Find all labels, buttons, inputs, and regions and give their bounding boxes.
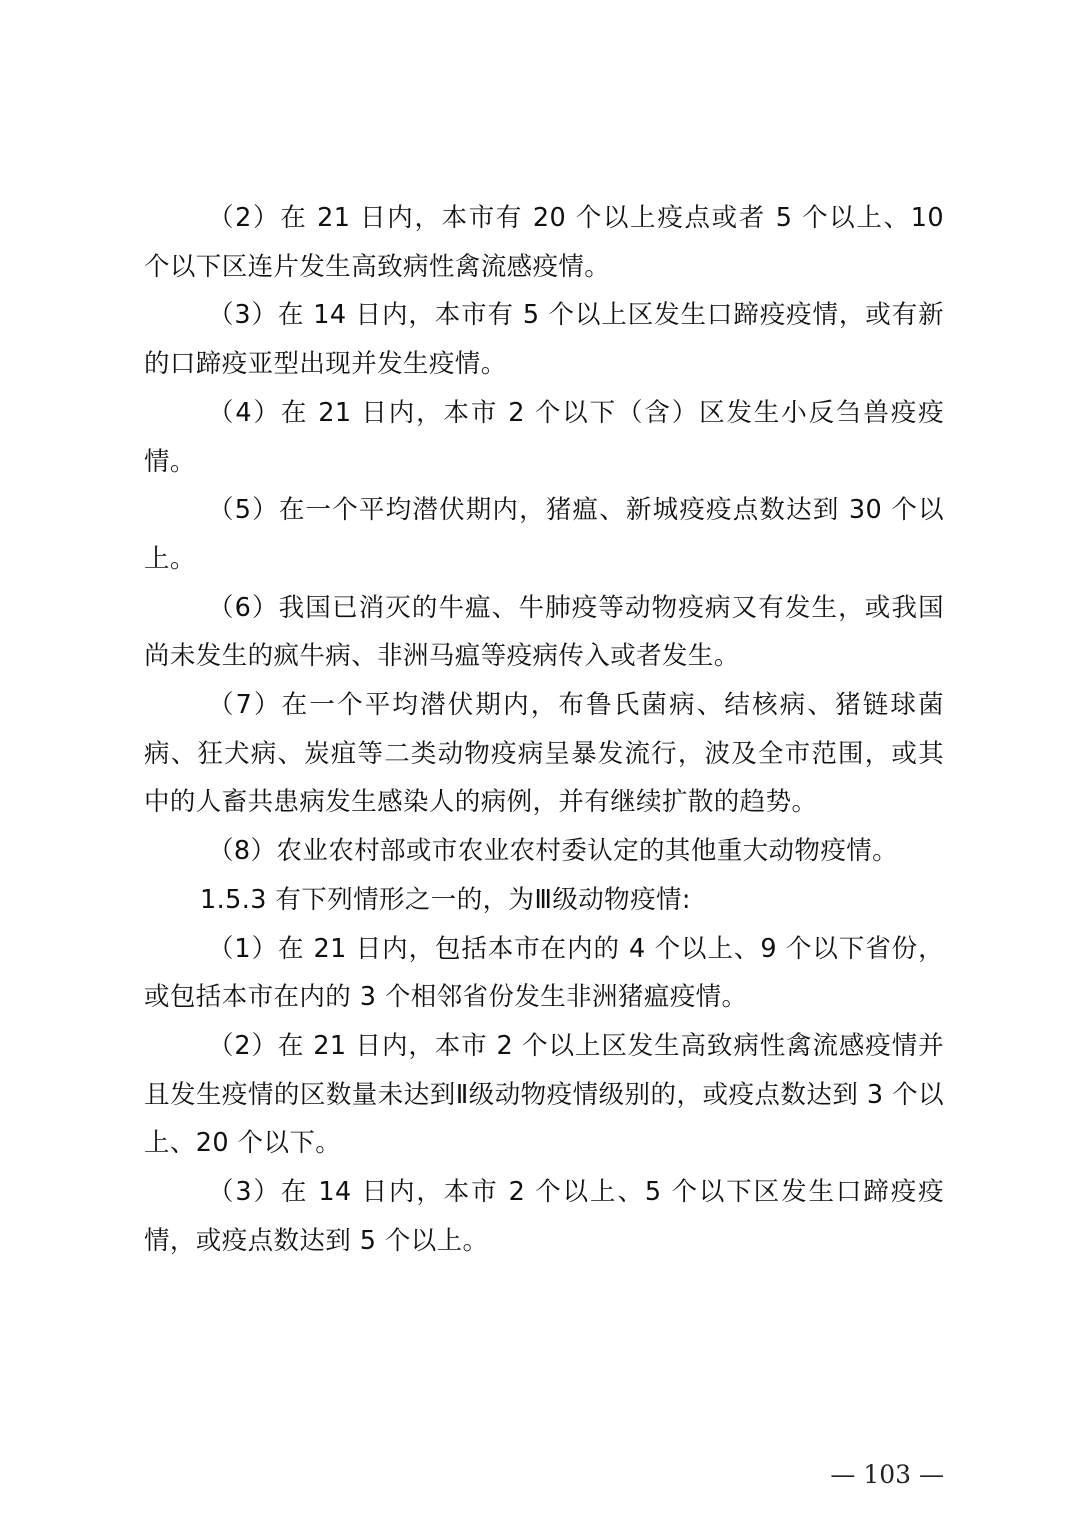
paragraph-4: （5）在一个平均潜伏期内，猪瘟、新城疫疫点数达到 30 个以上。 <box>144 495 944 574</box>
paragraph-5: （6）我国已消灭的牛瘟、牛肺疫等动物疫病又有发生，或我国尚未发生的疯牛病、非洲马瘟等疫病传入或者发生。 <box>144 592 944 672</box>
body-text <box>144 194 944 1265</box>
section-heading-1-5-3: 1.5.3 有下列情形之一的，为Ⅲ级动物疫情: <box>200 884 691 915</box>
page-number: — 103 — <box>830 1460 944 1489</box>
paragraph-1: （2）在 21 日内，本市有 20 个以上疫点或者 5 个以上、10 个以下区连片发生高致病性禽流感疫情。 <box>144 203 944 282</box>
paragraph-10: （3）在 14 日内，本市 2 个以上、5 个以下区发生口蹄疫疫情，或疫点数达到 5 个以上。 <box>144 1177 944 1256</box>
paragraph-7: （8）农业农村部或市农业农村委认定的其他重大动物疫情。 <box>208 836 899 867</box>
paragraph-2: （3）在 14 日内，本市有 5 个以上区发生口蹄疫疫情，或有新的口蹄疫亚型出现并发生疫情。 <box>144 300 944 380</box>
paragraph-8: （1）在 21 日内，包括本市在内的 4 个以上、9 个以下省份，或包括本市在内的 3 个相邻省份发生非洲猪瘟疫情。 <box>144 933 944 1013</box>
paragraph-6: （7）在一个平均潜伏期内，布鲁氏菌病、结核病、猪链球菌病、狂犬病、炭疽等二类动物疫病呈暴发流行，波及全市范围，或其中的人畜共患病发生感染人的病例，并有继续扩散的趋势。 <box>144 690 944 818</box>
paragraph-9: （2）在 21 日内，本市 2 个以上区发生高致病性禽流感疫情并且发生疫情的区数量未达到Ⅱ级动物疫情级别的，或疫点数达到 3 个以上、20 个以下。 <box>144 1030 944 1159</box>
paragraph-3: （4）在 21 日内，本市 2 个以下（含）区发生小反刍兽疫疫情。 <box>144 397 944 477</box>
